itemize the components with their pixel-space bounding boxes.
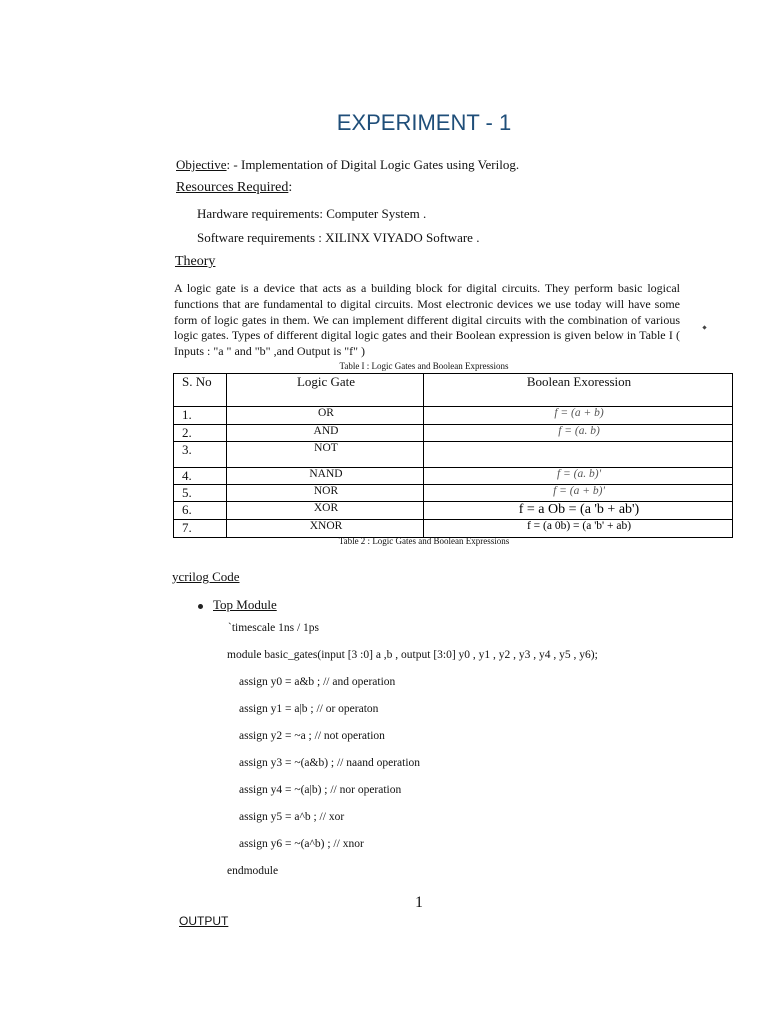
theory-heading: Theory bbox=[175, 254, 216, 269]
row-gate: NOR bbox=[227, 485, 424, 502]
row-sno: 5. bbox=[174, 485, 227, 502]
row-gate: OR bbox=[227, 407, 424, 425]
table-row bbox=[174, 407, 733, 425]
code-line: endmodule bbox=[227, 865, 279, 877]
code-line: module basic_gates(input [3 :0] a ,b , output [3:0] y0 , y1 , y2 , y3 , y4 , y5 , y6); bbox=[227, 649, 598, 661]
code-line: assign y5 = a^b ; // xor bbox=[239, 811, 345, 823]
row-expression: f = (a + b)' bbox=[424, 485, 733, 502]
software-requirements: Software requirements : XILINX VIYADO Software . bbox=[197, 230, 480, 245]
bullet-icon bbox=[198, 604, 203, 609]
header-sno: S. No bbox=[174, 374, 227, 407]
row-expression: f = (a. b) bbox=[424, 425, 733, 442]
resources-heading-colon: : bbox=[288, 180, 293, 195]
table-header-row bbox=[174, 374, 733, 407]
table-row bbox=[174, 468, 733, 485]
hardware-requirements: Hardware requirements: Computer System . bbox=[197, 206, 427, 221]
code-line: assign y2 = ~a ; // not operation bbox=[239, 730, 385, 742]
row-expression: f = (a. b)' bbox=[424, 468, 733, 485]
theory-paragraph: A logic gate is a device that acts as a building block for digital circuits. They perform basic logical functions that are fundamental to digital circuits. Most electronic devices we use today will have some form of logic gates in them. We can implement different digital circuits with the combination of various logic gates. Types of different digital logic gates and their Boolean expression is given below in Table I ( Inputs : "a " and "b" ,and Output is "f" ) bbox=[174, 281, 680, 359]
header-logic-gate: Logic Gate bbox=[227, 374, 424, 407]
row-sno: 7. bbox=[174, 520, 227, 538]
top-module-heading: Top Module bbox=[213, 597, 277, 612]
row-gate: XOR bbox=[227, 502, 424, 520]
page-title: EXPERIMENT - 1 bbox=[336, 110, 512, 135]
row-sno: 4. bbox=[174, 468, 227, 485]
code-line: assign y0 = a&b ; // and operation bbox=[239, 676, 396, 688]
output-heading: OUTPUT bbox=[179, 914, 229, 928]
row-sno: 6. bbox=[174, 502, 227, 520]
row-expression: f = (a 0b) = (a 'b' + ab) bbox=[424, 520, 733, 538]
objective-text: : - Implementation of Digital Logic Gates using Verilog. bbox=[226, 157, 520, 172]
table-row bbox=[174, 442, 733, 468]
resources-heading-text: Resources Required bbox=[176, 180, 289, 195]
row-expression: f = (a + b) bbox=[424, 407, 733, 425]
row-expression bbox=[424, 442, 733, 468]
code-line: assign y4 = ~(a|b) ; // nor operation bbox=[239, 784, 402, 796]
resources-heading bbox=[176, 180, 292, 196]
row-gate: AND bbox=[227, 425, 424, 442]
code-line: assign y6 = ~(a^b) ; // xnor bbox=[239, 838, 364, 850]
header-boolean-expression: Boolean Exoression bbox=[424, 374, 733, 407]
table-row bbox=[174, 520, 733, 538]
page-number: 1 bbox=[415, 894, 423, 911]
row-gate: XNOR bbox=[227, 520, 424, 538]
logic-gates-table bbox=[173, 373, 733, 538]
row-sno: 1. bbox=[174, 407, 227, 425]
stray-mark bbox=[702, 325, 706, 329]
row-gate: NOT bbox=[227, 442, 424, 468]
table-row bbox=[174, 485, 733, 502]
row-sno: 3. bbox=[174, 442, 227, 468]
table-row bbox=[174, 502, 733, 520]
objective-line bbox=[176, 157, 519, 173]
code-line: `timescale 1ns / 1ps bbox=[228, 622, 320, 634]
row-sno: 2. bbox=[174, 425, 227, 442]
code-line: assign y3 = ~(a&b) ; // naand operation bbox=[239, 757, 421, 769]
row-gate: NAND bbox=[227, 468, 424, 485]
table-caption-bottom: Table 2 : Logic Gates and Boolean Expressions bbox=[338, 536, 510, 546]
objective-label: Objective bbox=[176, 157, 227, 172]
row-expression: f = a Ob = (a 'b + ab') bbox=[424, 502, 733, 520]
table-caption-top: Table I : Logic Gates and Boolean Expressions bbox=[339, 361, 509, 371]
table-row bbox=[174, 425, 733, 442]
code-line: assign y1 = a|b ; // or operaton bbox=[239, 703, 379, 715]
code-heading: ycrilog Code bbox=[172, 569, 240, 584]
